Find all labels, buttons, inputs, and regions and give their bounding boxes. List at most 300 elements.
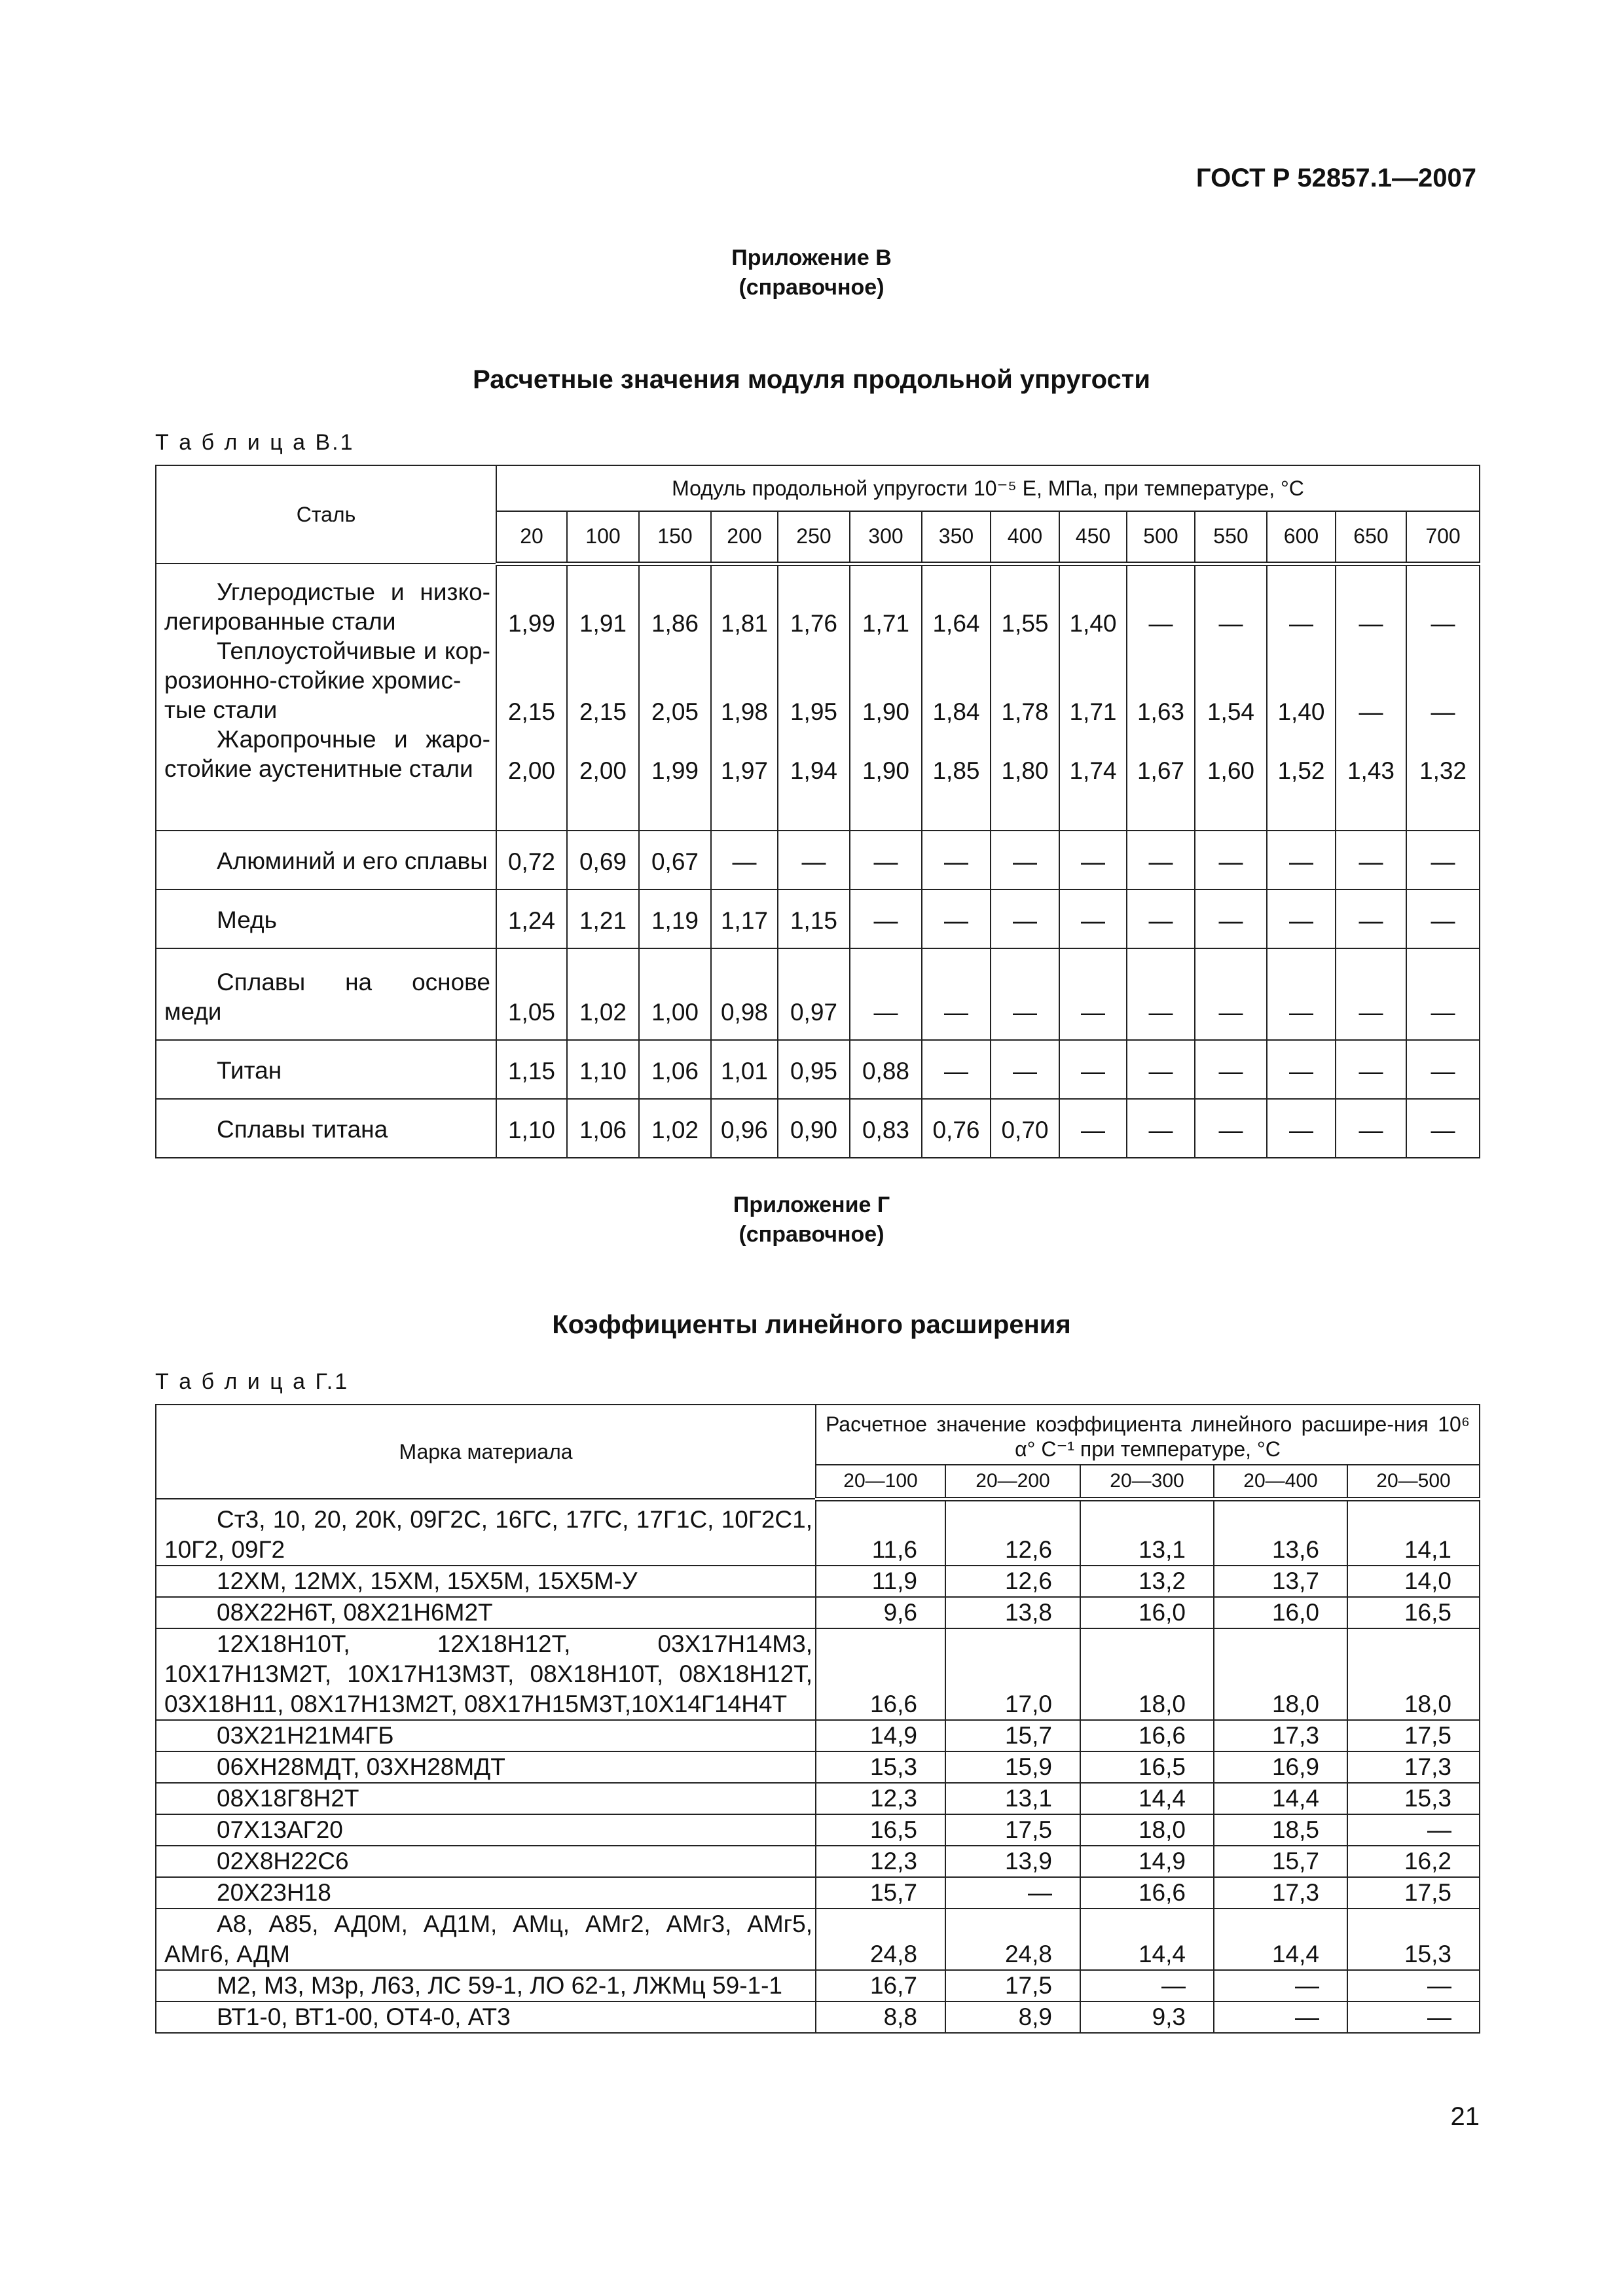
modulus-value: — [1148,999,1173,1026]
expansion-value-cell: 16,5 [1080,1751,1214,1783]
modulus-value-cell [567,889,639,948]
modulus-value: — [1359,1117,1383,1143]
modulus-value-cell [922,831,991,889]
modulus-value: 1,97 [720,757,768,784]
modulus-value-cell [991,948,1059,1040]
modulus-value-cell [850,889,922,948]
steel-name-line: Сплавы на основе [217,969,490,996]
temperature-header: 200 [711,511,778,564]
steel-name-line: меди [164,998,222,1025]
modulus-value-cell [567,831,639,889]
modulus-value: 1,10 [507,1117,555,1143]
modulus-value-cell [850,564,922,831]
steel-name-cell [156,1040,496,1099]
modulus-value: 1,95 [790,698,837,725]
modulus-value: — [1013,907,1037,934]
modulus-value-cell [922,1040,991,1099]
modulus-value-cell [567,564,639,831]
material-name-cell [156,1751,816,1783]
expansion-value-cell: 13,2 [1080,1566,1214,1597]
modulus-value-cell [711,831,778,889]
modulus-value-cell [711,889,778,948]
expansion-value-cell: 16,5 [1347,1597,1480,1628]
steel-name-cell [156,564,496,831]
table-row [156,1720,1480,1751]
expansion-value-cell: 18,0 [1214,1628,1347,1720]
modulus-value: 2,00 [579,757,627,784]
modulus-value: 1,10 [579,1058,627,1085]
expansion-value-cell: 11,9 [816,1566,945,1597]
modulus-value-cell [639,1040,711,1099]
modulus-value: 1,98 [720,698,768,725]
material-name: 12ХМ, 12МХ, 15ХМ, 15Х5М, 15Х5М-У [217,1568,638,1594]
material-name: 08Х22Н6Т, 08Х21Н6М2Т [217,1599,493,1626]
modulus-value: 1,80 [1001,757,1049,784]
steel-name-line: Углеродистые и низко- [217,579,490,605]
modulus-value: — [944,848,968,875]
modulus-value: — [1218,609,1243,637]
expansion-value-cell: — [945,1877,1080,1909]
steel-name-cell [156,889,496,948]
modulus-value: — [1081,907,1105,934]
expansion-value-cell: 17,3 [1214,1720,1347,1751]
steel-name-line: Сплавы титана [217,1116,388,1143]
modulus-value: — [873,848,898,875]
material-name-cell [156,2001,816,2033]
steel-name-line: Теплоустойчивые и кор- [217,637,490,664]
expansion-value-cell: 24,8 [816,1909,945,1970]
modulus-value-cell [1059,831,1127,889]
expansion-value-cell: 12,6 [945,1499,1080,1566]
table-row [156,1909,1480,1970]
modulus-value: — [1081,1117,1105,1143]
temperature-range-header: 20—400 [1214,1465,1347,1499]
expansion-value-cell: 14,4 [1214,1909,1347,1970]
material-name: 03Х21Н21М4ГБ [217,1722,394,1749]
modulus-value-cell [639,889,711,948]
steel-name-line: Жаропрочные и жаро- [217,726,490,753]
modulus-value-cell [991,1040,1059,1099]
modulus-value: — [1081,1058,1105,1085]
modulus-value: — [1359,698,1383,725]
expansion-value-cell: 16,7 [816,1970,945,2001]
modulus-value-cell [1127,564,1195,831]
modulus-value-cell [1195,1099,1267,1158]
table-row [156,1499,1480,1566]
elasticity-modulus-table [155,465,1480,1158]
material-name: 12Х18Н10Т, 12Х18Н12Т, 03Х17Н14М3, 10Х17Н13М2Т, 10Х17Н13М3Т, 08Х18Н10Т, 08Х18Н12Т, 03Х18Н11, 08Х17Н13М2Т, 08Х17Н15М3Т,10Х14Г14Н4Т [164,1630,812,1717]
modulus-value: 2,00 [507,757,555,784]
modulus-value: — [1431,1117,1455,1143]
steel-name-line: Медь [217,906,277,933]
modulus-value: — [1148,609,1173,637]
modulus-value-cell [778,948,850,1040]
modulus-value: — [1081,848,1105,875]
modulus-value: 1,15 [790,907,837,934]
material-name-cell [156,1720,816,1751]
modulus-value-cell [496,831,567,889]
modulus-value: 1,81 [720,609,768,637]
steel-name-line: стойкие аустенитные стали [164,755,473,782]
modulus-value: — [1289,848,1313,875]
modulus-value: 1,05 [507,999,555,1026]
modulus-value: 1,06 [651,1058,699,1085]
material-name: ВТ1-0, ВТ1-00, ОТ4-0, АТ3 [217,2003,511,2030]
modulus-value-cell [1336,564,1406,831]
modulus-value: — [873,999,898,1026]
expansion-value-cell: 16,6 [816,1628,945,1720]
appendix-g-heading: Коэффициенты линейного расширения [552,1310,1071,1339]
modulus-value-cell [711,1099,778,1158]
modulus-value-cell [711,1040,778,1099]
modulus-value-cell [850,831,922,889]
table-v1-caption: Т а б л и ц а В.1 [155,430,355,455]
expansion-value-cell: 17,3 [1214,1877,1347,1909]
modulus-value-cell [496,564,567,831]
modulus-value: 1,02 [579,999,627,1026]
expansion-value-cell: 16,5 [816,1814,945,1846]
modulus-value: 1,52 [1277,757,1325,784]
modulus-value: — [1289,999,1313,1026]
modulus-value: 1,17 [720,907,768,934]
expansion-value-cell: 13,1 [1080,1499,1214,1566]
modulus-value: — [1431,1058,1455,1085]
modulus-value: 1,55 [1001,609,1049,637]
material-name: 20Х23Н18 [217,1879,331,1906]
modulus-value-cell [639,948,711,1040]
material-name: 07Х13АГ20 [217,1816,343,1843]
modulus-value: — [1289,1117,1313,1143]
modulus-value: — [1081,999,1105,1026]
modulus-value-cell [922,948,991,1040]
expansion-value-cell: 8,8 [816,2001,945,2033]
modulus-value-cell [850,1099,922,1158]
modulus-value-cell [1336,831,1406,889]
modulus-value: — [1013,848,1037,875]
steel-name-line: легированные стали [164,608,396,635]
expansion-value-cell: — [1214,1970,1347,2001]
modulus-value-cell [639,831,711,889]
temperature-header: 550 [1195,511,1267,564]
modulus-value-cell [922,1099,991,1158]
modulus-value: 1,76 [790,609,837,637]
appendix-v-title: Приложение В [731,245,892,270]
modulus-value: — [1218,1058,1243,1085]
modulus-value: 1,64 [932,609,980,637]
temperature-header: 650 [1336,511,1406,564]
modulus-value-cell [496,889,567,948]
modulus-value-cell [778,831,850,889]
modulus-value: — [732,848,757,875]
modulus-value: 1,01 [720,1058,768,1085]
modulus-value: 1,67 [1137,757,1184,784]
modulus-value: 1,99 [651,757,699,784]
expansion-value-cell: 16,6 [1080,1877,1214,1909]
modulus-value-cell [1059,1099,1127,1158]
expansion-value-cell: — [1080,1970,1214,2001]
modulus-value: 1,99 [507,609,555,637]
table-row [156,1877,1480,1909]
temperature-header: 400 [991,511,1059,564]
linear-expansion-table [155,1404,1480,2034]
appendix-g-subtitle: (справочное) [739,1222,884,1247]
expansion-value-cell: 24,8 [945,1909,1080,1970]
modulus-value: — [1148,1058,1173,1085]
modulus-value: 1,78 [1001,698,1049,725]
modulus-value-cell [1267,1099,1336,1158]
temperature-header: 450 [1059,511,1127,564]
modulus-value: — [1359,848,1383,875]
modulus-value: 2,15 [579,698,627,725]
expansion-value-cell: 14,0 [1347,1566,1480,1597]
expansion-value-cell: 17,5 [945,1814,1080,1846]
expansion-value-cell: 14,9 [1080,1846,1214,1877]
material-name: 06ХН28МДТ, 03ХН28МДТ [217,1753,505,1780]
modulus-value: 0,67 [651,848,699,875]
modulus-value-cell [1059,948,1127,1040]
modulus-value-cell [639,564,711,831]
expansion-value-cell: 17,0 [945,1628,1080,1720]
expansion-group-header: Расчетное значение коэффициента линейного расшире-ния 10⁶ α° С⁻¹ при температуре, °С [816,1405,1480,1465]
modulus-value-cell [567,1040,639,1099]
expansion-value-cell: 14,4 [1080,1783,1214,1814]
expansion-value-cell: 17,5 [945,1970,1080,2001]
steel-name-cell [156,831,496,889]
expansion-value-cell: 13,8 [945,1597,1080,1628]
temperature-header: 350 [922,511,991,564]
material-name-cell [156,1499,816,1566]
modulus-value: 0,76 [932,1117,980,1143]
modulus-value: — [1359,1058,1383,1085]
modulus-value: 1,60 [1207,757,1254,784]
modulus-value: 1,02 [651,1117,699,1143]
appendix-v-heading: Расчетные значения модуля продольной упругости [473,365,1150,394]
table-row [156,564,1480,831]
expansion-value-cell: 16,0 [1214,1597,1347,1628]
modulus-value: — [1218,907,1243,934]
modulus-value-cell [711,948,778,1040]
table-row [156,889,1480,948]
temperature-header: 700 [1406,511,1480,564]
modulus-value: — [1218,848,1243,875]
modulus-value: — [801,848,826,875]
modulus-value: 1,00 [651,999,699,1026]
modulus-value: 0,83 [862,1117,909,1143]
modulus-value: — [944,1058,968,1085]
modulus-value: — [873,907,898,934]
expansion-value-cell: 14,4 [1214,1783,1347,1814]
expansion-value-cell: 16,2 [1347,1846,1480,1877]
modulus-value: — [1013,999,1037,1026]
modulus-value-cell [1267,889,1336,948]
modulus-value: — [1148,907,1173,934]
modulus-value: 1,43 [1347,757,1395,784]
material-name-cell [156,1597,816,1628]
material-name: 02Х8Н22С6 [217,1848,349,1874]
modulus-value: 1,84 [932,698,980,725]
modulus-value-cell [991,1099,1059,1158]
material-name-cell [156,1877,816,1909]
material-name-cell [156,1814,816,1846]
modulus-value: 0,97 [790,999,837,1026]
steel-name-line: тые стали [164,696,278,723]
expansion-value-cell: 11,6 [816,1499,945,1566]
modulus-value-cell [1336,889,1406,948]
expansion-value-cell: 12,3 [816,1783,945,1814]
modulus-value: 1,15 [507,1058,555,1085]
expansion-value-cell: 18,0 [1347,1628,1480,1720]
expansion-value-cell: 16,9 [1214,1751,1347,1783]
modulus-value-cell [1406,948,1480,1040]
modulus-value: 1,90 [862,698,909,725]
modulus-value: — [944,907,968,934]
modulus-value: — [1013,1058,1037,1085]
expansion-value-cell: 16,6 [1080,1720,1214,1751]
modulus-value: 0,90 [790,1117,837,1143]
table-row [156,1970,1480,2001]
modulus-value: 0,70 [1001,1117,1049,1143]
modulus-value-cell [922,564,991,831]
modulus-value: 0,69 [579,848,627,875]
modulus-value-cell [1406,564,1480,831]
modulus-value-cell [1127,1040,1195,1099]
temperature-header: 100 [567,511,639,564]
modulus-value-cell [1059,889,1127,948]
modulus-value: 1,63 [1137,698,1184,725]
modulus-value-cell [1195,889,1267,948]
modulus-value: — [1148,1117,1173,1143]
modulus-value: 1,90 [862,757,909,784]
modulus-value: 1,85 [932,757,980,784]
modulus-value-cell [1406,831,1480,889]
expansion-value-cell: 13,7 [1214,1566,1347,1597]
modulus-value-cell [778,564,850,831]
modulus-value: — [1431,848,1455,875]
modulus-value-cell [1336,1099,1406,1158]
modulus-value: — [1218,1117,1243,1143]
material-column-header: Марка материала [156,1405,816,1499]
table-row [156,1099,1480,1158]
expansion-value-cell: 15,7 [945,1720,1080,1751]
modulus-value: 2,05 [651,698,699,725]
steel-name-line: розионно-стойкие хромис- [164,667,462,694]
modulus-value-cell [991,831,1059,889]
temperature-range-header: 20—300 [1080,1465,1214,1499]
material-name-cell [156,1846,816,1877]
modulus-value-cell [496,948,567,1040]
material-name: 08Х18Г8Н2Т [217,1785,359,1812]
modulus-value: 1,86 [651,609,699,637]
temperature-header: 20 [496,511,567,564]
modulus-value-cell [567,1099,639,1158]
modulus-value: 1,71 [1069,698,1117,725]
modulus-value-cell [1127,831,1195,889]
modulus-value-cell [778,889,850,948]
modulus-value: 0,88 [862,1058,909,1085]
modulus-value-cell [1267,1040,1336,1099]
modulus-value: — [1359,609,1383,637]
table-row [156,1597,1480,1628]
modulus-value-cell [1195,948,1267,1040]
modulus-value: 1,91 [579,609,627,637]
temperature-header: 250 [778,511,850,564]
material-name-cell [156,1783,816,1814]
modulus-value: — [1148,848,1173,875]
modulus-value-cell [1406,889,1480,948]
material-name: А8, А85, АД0М, АД1М, АМц, АМг2, АМг3, АМг5, АМг6, АДМ [164,1910,812,1967]
modulus-value: — [1359,907,1383,934]
modulus-value-cell [850,1040,922,1099]
expansion-value-cell: 18,0 [1080,1628,1214,1720]
expansion-value-cell: — [1214,2001,1347,2033]
modulus-value-cell [1195,831,1267,889]
expansion-value-cell: 15,7 [816,1877,945,1909]
modulus-value: — [1431,999,1455,1026]
material-name-cell [156,1909,816,1970]
expansion-value-cell: 15,7 [1214,1846,1347,1877]
modulus-value: — [1218,999,1243,1026]
modulus-value: 1,24 [507,907,555,934]
modulus-value-cell [711,564,778,831]
modulus-value: 2,15 [507,698,555,725]
temperature-header: 600 [1267,511,1336,564]
modulus-value-cell [1195,1040,1267,1099]
modulus-value-cell [1127,1099,1195,1158]
table-g1-caption: Т а б л и ц а Г.1 [155,1369,350,1394]
appendix-g-title: Приложение Г [733,1193,890,1217]
steel-name-cell [156,948,496,1040]
temperature-header: 300 [850,511,922,564]
temperature-header: 500 [1127,511,1195,564]
modulus-value-cell [922,889,991,948]
expansion-value-cell: 18,5 [1214,1814,1347,1846]
material-name: М2, М3, М3р, Л63, ЛС 59-1, ЛО 62-1, ЛЖМц 59-1-1 [217,1972,782,1999]
modulus-value-cell [1127,948,1195,1040]
modulus-value: — [1431,698,1455,725]
modulus-value: 1,94 [790,757,837,784]
table-row [156,948,1480,1040]
modulus-value-cell [567,948,639,1040]
modulus-value-cell [1059,564,1127,831]
expansion-value-cell: 16,0 [1080,1597,1214,1628]
material-name-cell [156,1970,816,2001]
steel-column-header: Сталь [156,465,496,564]
modulus-value-cell [1406,1099,1480,1158]
expansion-value-cell: 14,9 [816,1720,945,1751]
table-row [156,1783,1480,1814]
modulus-value-cell [991,564,1059,831]
expansion-value-cell: 9,3 [1080,2001,1214,2033]
expansion-value-cell: 14,1 [1347,1499,1480,1566]
appendix-v-subtitle: (справочное) [739,275,884,300]
expansion-value-cell: 12,3 [816,1846,945,1877]
expansion-value-cell: 12,6 [945,1566,1080,1597]
steel-name-line: Титан [217,1057,282,1084]
expansion-value-cell: — [1347,1814,1480,1846]
expansion-value-cell: 15,9 [945,1751,1080,1783]
modulus-value: — [1289,609,1313,637]
material-name-cell [156,1628,816,1720]
modulus-value: — [944,999,968,1026]
expansion-value-cell: 18,0 [1080,1814,1214,1846]
modulus-value-cell [1195,564,1267,831]
expansion-value-cell: 9,6 [816,1597,945,1628]
expansion-value-cell: 13,9 [945,1846,1080,1877]
expansion-value-cell: 13,6 [1214,1499,1347,1566]
table-row [156,1566,1480,1597]
modulus-value-cell [1267,564,1336,831]
modulus-value: 1,40 [1069,609,1117,637]
